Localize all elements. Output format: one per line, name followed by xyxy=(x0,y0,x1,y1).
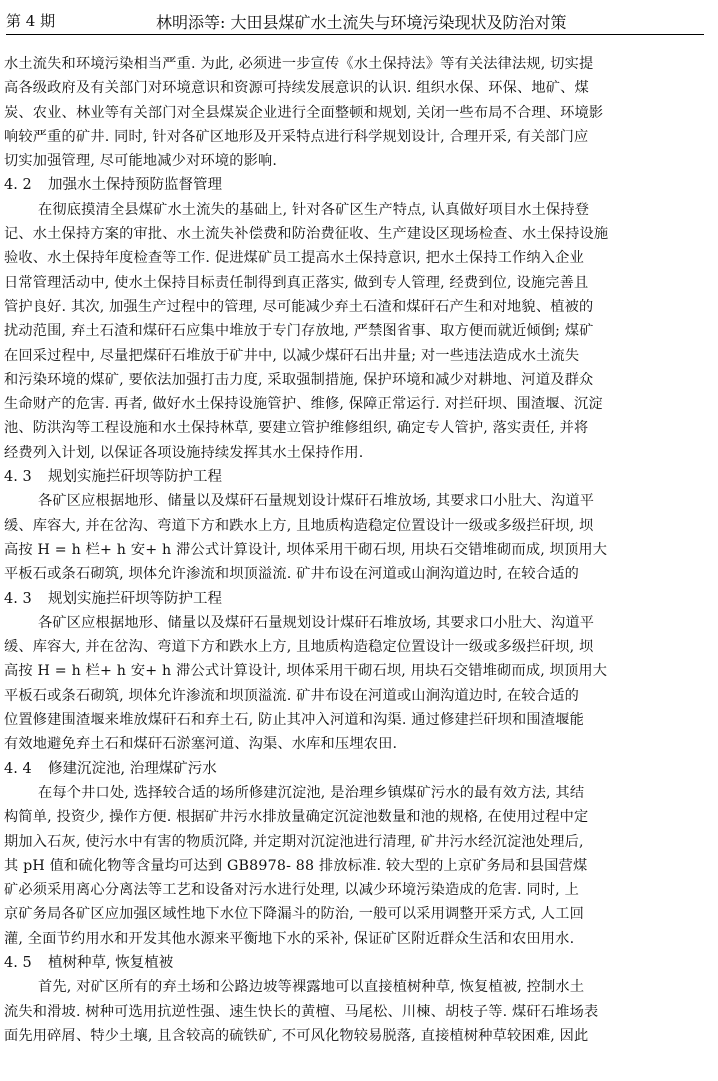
paragraph xyxy=(4,975,706,1048)
text-line: 各矿区应根据地形、储量以及煤矸石量规划设计煤矸石堆放场, 其要求口小肚大、沟道平 xyxy=(38,614,595,631)
text-line: 构简单, 投资少, 操作方便. 根据矿井污水排放量确定沉淀池数量和池的规格, 在使用过程中定 xyxy=(4,809,589,826)
text-line: 生命财产的危害. 再者, 做好水土保持设施管护、维修, 保障正常运行. 对拦矸坝、围渣堰、沉淀 xyxy=(4,396,603,413)
text-line: 平板石或条石砌筑, 坝体允许渗流和坝顶溢流. 矿井布设在河道或山涧沟道边时, 在较合适的 xyxy=(4,687,579,704)
text-line: 其 pH 值和硫化物等含量均可达到 GB8978- 88 排放标准. 较大型的上京矿务局和县国营煤 xyxy=(4,857,588,874)
text-line: 池、防洪沟等工程设施和水土保持林草, 要建立管护维修组织, 确定专人管护, 落实责任, 并将 xyxy=(4,420,589,437)
text-line: 流失和滑坡. 树种可选用抗逆性强、速生快长的黄檀、马尾松、川楝、胡枝子等. 煤矸石堆场表 xyxy=(4,1003,599,1020)
text-line: 响较严重的矿井. 同时, 针对各矿区地形及开采特点进行科学规划设计, 合理开采, 有关部门应 xyxy=(4,128,589,145)
text-line: 高按 H = h 栏+ h 安+ h 滞公式计算设计, 坝体采用干砌石坝, 用块石交错堆砌而成, 坝顶用大 xyxy=(4,541,608,558)
text-line: 在回采过程中, 尽量把煤矸石堆放于矿井中, 以减少煤矸石出井量; 对一些违法造成水土流失 xyxy=(4,347,580,364)
section-title: 规划实施拦矸坝等防护工程 xyxy=(48,590,222,607)
section-title: 加强水土保持预防监督管理 xyxy=(48,177,222,194)
text-line: 水土流失和环境污染相当严重. 为此, 必须进一步宣传《水土保持法》等有关法律法规, 切实提 xyxy=(4,56,594,72)
section-heading xyxy=(4,465,706,489)
section-title: 修建沉淀池, 治理煤矿污水 xyxy=(48,760,217,777)
text-line: 管护良好. 其次, 加强生产过程中的管理, 尽可能减少弃土石渣和煤矸石产生和对地貌、植被的 xyxy=(4,298,594,315)
section-number: 4. 3 xyxy=(4,590,32,607)
section-number: 4. 4 xyxy=(4,760,32,777)
article-body xyxy=(4,52,706,1048)
text-line: 验收、水土保持年度检查等工作. 促进煤矿员工提高水土保持意识, 把水土保持工作纳入企业 xyxy=(4,250,584,267)
text-line: 缓、库容大, 并在岔沟、弯道下方和跌水上方, 且地质构造稳定位置设计一级或多级拦矸坝, 坝 xyxy=(4,517,594,534)
paragraph xyxy=(4,781,706,951)
section-heading xyxy=(4,757,706,781)
text-line: 灌, 全面节约用水和开发其他水源来平衡地下水的采补, 保证矿区附近群众生活和农田用水. xyxy=(4,930,575,947)
text-line: 经费列入计划, 以保证各项设施持续发挥其水土保持作用. xyxy=(4,444,364,461)
text-line: 高各级政府及有关部门对环境意识和资源可持续发展意识的认识. 组织水保、环保、地矿、煤 xyxy=(4,80,589,97)
section-title: 植树种草, 恢复植被 xyxy=(48,954,174,971)
text-line: 缓、库容大, 并在岔沟、弯道下方和跌水上方, 且地质构造稳定位置设计一级或多级拦矸坝, 坝 xyxy=(4,639,594,656)
paragraph xyxy=(4,611,706,757)
text-line: 位置修建围渣堰来堆放煤矸石和弃土石, 防止其冲入河道和沟渠. 通过修建拦矸坝和围渣堰能 xyxy=(4,712,584,729)
text-line: 扰动范围, 弃土石渣和煤矸石应集中堆放于专门存放地, 严禁图省事、取方便而就近倾倒; 煤矿 xyxy=(4,323,594,340)
section-number: 4. 5 xyxy=(4,954,32,971)
text-line: 平板石或条石砌筑, 坝体允许渗流和坝顶溢流. 矿井布设在河道或山涧沟道边时, 在较合适的 xyxy=(4,566,579,583)
section-title: 规划实施拦矸坝等防护工程 xyxy=(48,469,222,486)
text-line: 期加入石灰, 使污水中有害的物质沉降, 并定期对沉淀池进行清理, 矿井污水经沉淀池处理后, xyxy=(4,833,584,850)
section-heading xyxy=(4,587,706,611)
section-number: 4. 3 xyxy=(4,469,32,486)
text-line: 切实加强管理, 尽可能地减少对环境的影响. xyxy=(4,153,278,170)
section-heading xyxy=(4,173,706,197)
text-line: 矿必须采用离心分离法等工艺和设备对污水进行处理, 以减少环境污染造成的危害. 同时, 上 xyxy=(4,882,579,899)
page-header xyxy=(6,6,704,35)
text-line: 在每个井口处, 选择较合适的场所修建沉淀池, 是治理乡镇煤矿污水的最有效方法, 其结 xyxy=(38,784,585,801)
text-line: 在彻底摸清全县煤矿水土流失的基础上, 针对各矿区生产特点, 认真做好项目水土保持登 xyxy=(38,201,590,218)
paragraph xyxy=(4,198,706,465)
running-title: 林明添等: 大田县煤矿水土流失与环境污染现状及防治对策 xyxy=(156,13,567,32)
text-line: 各矿区应根据地形、储量以及煤矸石量规划设计煤矸石堆放场, 其要求口小肚大、沟道平 xyxy=(38,493,595,510)
paragraph xyxy=(4,52,706,173)
text-line: 面先用碎屑、特少土壤, 且含较高的硫铁矿, 不可风化物较易脱落, 直接植树种草较困难, 因此 xyxy=(4,1027,589,1044)
text-line: 京矿务局各矿区应加强区域性地下水位下降漏斗的防治, 一般可以采用调整开采方式, 人工回 xyxy=(4,906,584,923)
text-line: 日常管理活动中, 使水土保持目标责任制得到真正落实, 做到专人管理, 经费到位, 设施完善且 xyxy=(4,274,589,291)
text-line: 炭、农业、林业等有关部门对全县煤炭企业进行全面整顿和规划, 关闭一些布局不合理、环境影 xyxy=(4,104,604,121)
text-line: 有效地避免弃土石和煤矸石淤塞河道、沟渠、水库和压埋农田. xyxy=(4,736,398,753)
section-heading xyxy=(4,951,706,975)
text-line: 记、水土保持方案的审批、水土流失补偿费和防治费征收、生产建设区现场检查、水土保持设施 xyxy=(4,226,609,243)
section-number: 4. 2 xyxy=(4,177,32,194)
text-line: 首先, 对矿区所有的弃土场和公路边坡等裸露地可以直接植树种草, 恢复植被, 控制水土 xyxy=(38,979,585,996)
text-line: 和污染环境的煤矿, 要依法加强打击力度, 采取强制措施, 保护环境和减少对耕地、河道及群众 xyxy=(4,371,594,388)
paragraph xyxy=(4,489,706,586)
text-line: 高按 H = h 栏+ h 安+ h 滞公式计算设计, 坝体采用干砌石坝, 用块石交错堆砌而成, 坝顶用大 xyxy=(4,663,608,680)
issue-number: 第 4 期 xyxy=(6,12,56,30)
